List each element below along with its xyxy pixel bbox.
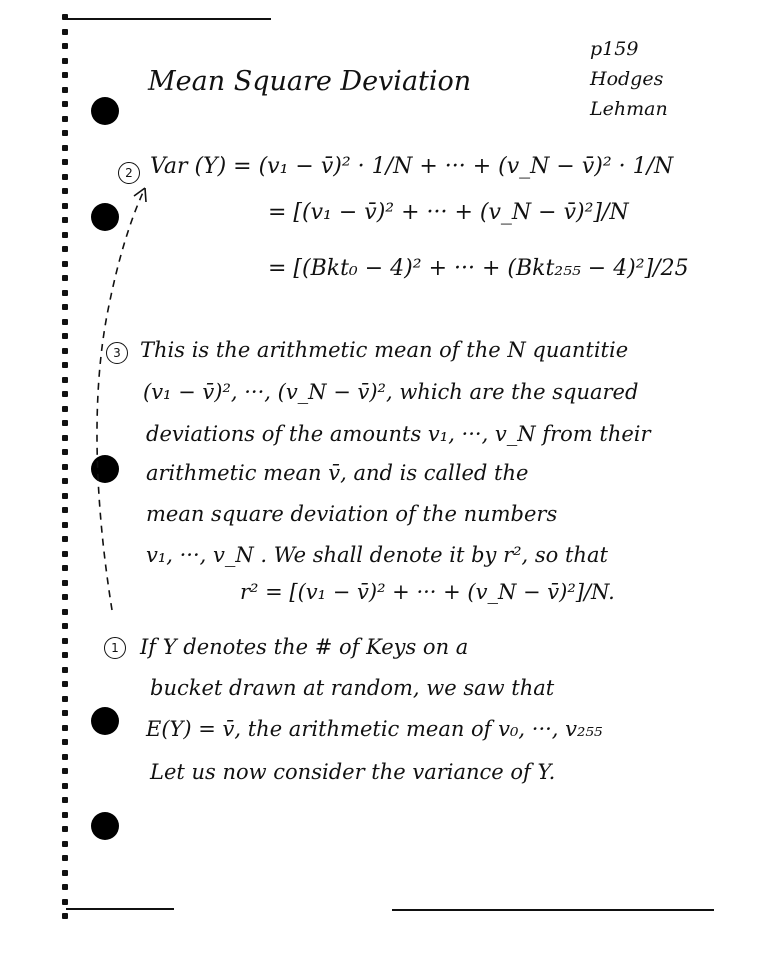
binding-mark [62,826,68,832]
page-bottom-border-left [66,908,174,910]
binding-mark [62,217,68,223]
binding-mark [62,594,68,600]
binding-mark [62,565,68,571]
binding-mark [62,638,68,644]
binding-mark [62,188,68,194]
binding-mark [62,725,68,731]
binding-mark [62,406,68,412]
paragraph-3-line: mean square deviation of the numbers [146,502,558,526]
binding-mark [62,435,68,441]
reference-page: p159 [590,38,639,60]
binding-mark [62,797,68,803]
page-title: Mean Square Deviation [148,66,472,97]
binding-mark [62,101,68,107]
binding-mark [62,333,68,339]
punch-hole-5 [91,812,119,840]
page-top-border [66,18,271,20]
paragraph-3-line: r² = [(v₁ − v̄)² + ··· + (v_N − v̄)²]/N. [240,580,615,604]
binding-mark [62,609,68,615]
paragraph-1-line: Let us now consider the variance of Y. [150,760,556,784]
punch-hole-1 [91,97,119,125]
binding-mark [62,203,68,209]
paragraph-1-line: If Y denotes the # of Keys on a [140,635,469,659]
reference-author-1: Hodges [590,68,664,90]
paragraph-3-line: This is the arithmetic mean of the N quantitie [140,338,629,362]
paragraph-3-line: (v₁ − v̄)², ···, (v_N − v̄)², which are the squared [143,380,639,404]
binding-mark [62,391,68,397]
binding-mark [62,246,68,252]
reference-author-2: Lehman [590,98,668,120]
binding-mark [62,652,68,658]
paragraph-3-line: deviations of the amounts v₁, ···, v_N from their [146,422,651,446]
equation-line-3: = [(Bkt₀ − 4)² + ··· + (Bkt₂₅₅ − 4)²]/25 [268,256,689,281]
binding-mark [62,174,68,180]
binding-mark [62,580,68,586]
binding-mark [62,899,68,905]
equation-line-1: Var (Y) = (v₁ − v̄)² · 1/N + ··· + (v_N − v̄)² · 1/N [150,154,674,179]
binding-mark [62,754,68,760]
binding-mark [62,681,68,687]
binding-mark [62,290,68,296]
binding-mark [62,478,68,484]
binding-mark [62,29,68,35]
equation-number: 2 [118,162,140,184]
binding-mark [62,348,68,354]
paragraph-3-line: arithmetic mean v̄, and is called the [146,461,529,485]
binding-mark [62,739,68,745]
binding-mark [62,449,68,455]
binding-mark [62,362,68,368]
binding-mark [62,667,68,673]
paragraph-3-number: 3 [106,342,128,364]
binding-mark [62,812,68,818]
binding-mark [62,319,68,325]
binding-mark [62,130,68,136]
binding-mark [62,116,68,122]
binding-mark [62,493,68,499]
binding-mark [62,304,68,310]
binding-mark [62,464,68,470]
binding-mark [62,710,68,716]
binding-mark [62,536,68,542]
binding-mark [62,275,68,281]
binding-mark [62,58,68,64]
page-bottom-border-right [392,909,714,911]
binding-mark [62,870,68,876]
binding-mark [62,159,68,165]
paragraph-1-line: bucket drawn at random, we saw that [150,676,555,700]
binding-mark [62,783,68,789]
binding-mark [62,768,68,774]
paragraph-3-line: v₁, ···, v_N . We shall denote it by r², so that [146,543,608,567]
binding-mark [62,551,68,557]
binding-mark [62,145,68,151]
binding-mark [62,841,68,847]
binding-mark [62,14,68,20]
binding-mark [62,884,68,890]
paragraph-1-number: 1 [104,637,126,659]
binding-mark [62,855,68,861]
binding-mark [62,522,68,528]
punch-hole-4 [91,707,119,735]
binding-mark [62,696,68,702]
paragraph-1-line: E(Y) = v̄, the arithmetic mean of v₀, ···, v₂₅₅ [146,717,603,741]
binding-mark [62,87,68,93]
binding-mark [62,43,68,49]
binding-mark [62,261,68,267]
binding-mark [62,623,68,629]
spiral-binding-edge [62,14,68,919]
binding-mark [62,377,68,383]
equation-line-2: = [(v₁ − v̄)² + ··· + (v_N − v̄)²]/N [268,200,629,225]
binding-mark [62,913,68,919]
binding-mark [62,507,68,513]
binding-mark [62,72,68,78]
binding-mark [62,420,68,426]
binding-mark [62,232,68,238]
